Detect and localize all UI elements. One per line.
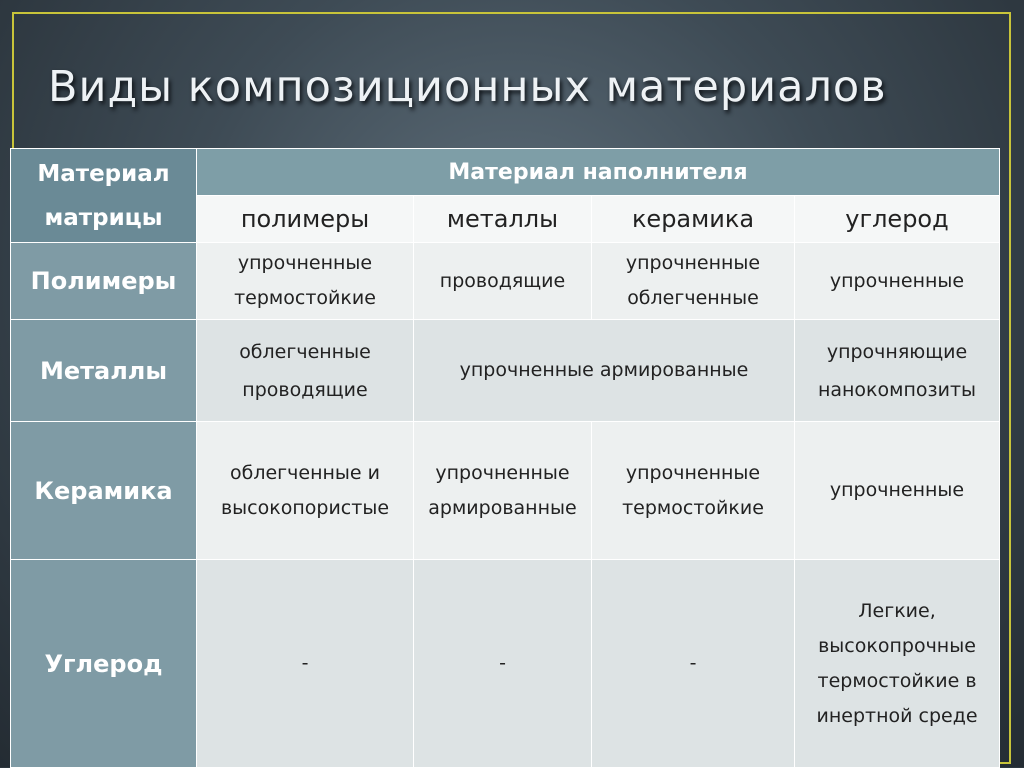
table-cell: упрочняющие нанокомпозиты [795, 320, 1000, 422]
table-cell: упрочненные облегченные [592, 243, 795, 320]
table-cell: облегченные проводящие [197, 320, 414, 422]
table-cell: упрочненные [795, 422, 1000, 560]
materials-table [10, 148, 1000, 768]
row-header-carbon: Углерод [11, 560, 197, 768]
column-header-carbon: углерод [795, 196, 1000, 243]
table-cell: проводящие [414, 243, 592, 320]
row-header-ceramics: Керамика [11, 422, 197, 560]
table-cell: упрочненные [795, 243, 1000, 320]
column-header-ceramics: керамика [592, 196, 795, 243]
column-header-metals: металлы [414, 196, 592, 243]
table-cell: упрочненные термостойкие [592, 422, 795, 560]
column-header-polymers: полимеры [197, 196, 414, 243]
matrix-material-header: Материал матрицы [11, 149, 197, 243]
filler-material-header: Материал наполнителя [197, 149, 1000, 196]
table-cell: - [592, 560, 795, 768]
table-cell: упрочненные термостойкие [197, 243, 414, 320]
table-cell: - [414, 560, 592, 768]
row-header-polymers: Полимеры [11, 243, 197, 320]
slide-title: Виды композиционных материалов [48, 62, 887, 112]
table-cell: - [197, 560, 414, 768]
table-cell: облегченные и высокопористые [197, 422, 414, 560]
table-cell: упрочненные армированные [414, 422, 592, 560]
table-cell: Легкие, высокопрочные термостойкие в инертной среде [795, 560, 1000, 768]
row-header-metals: Металлы [11, 320, 197, 422]
table-cell: упрочненные армированные [414, 320, 795, 422]
